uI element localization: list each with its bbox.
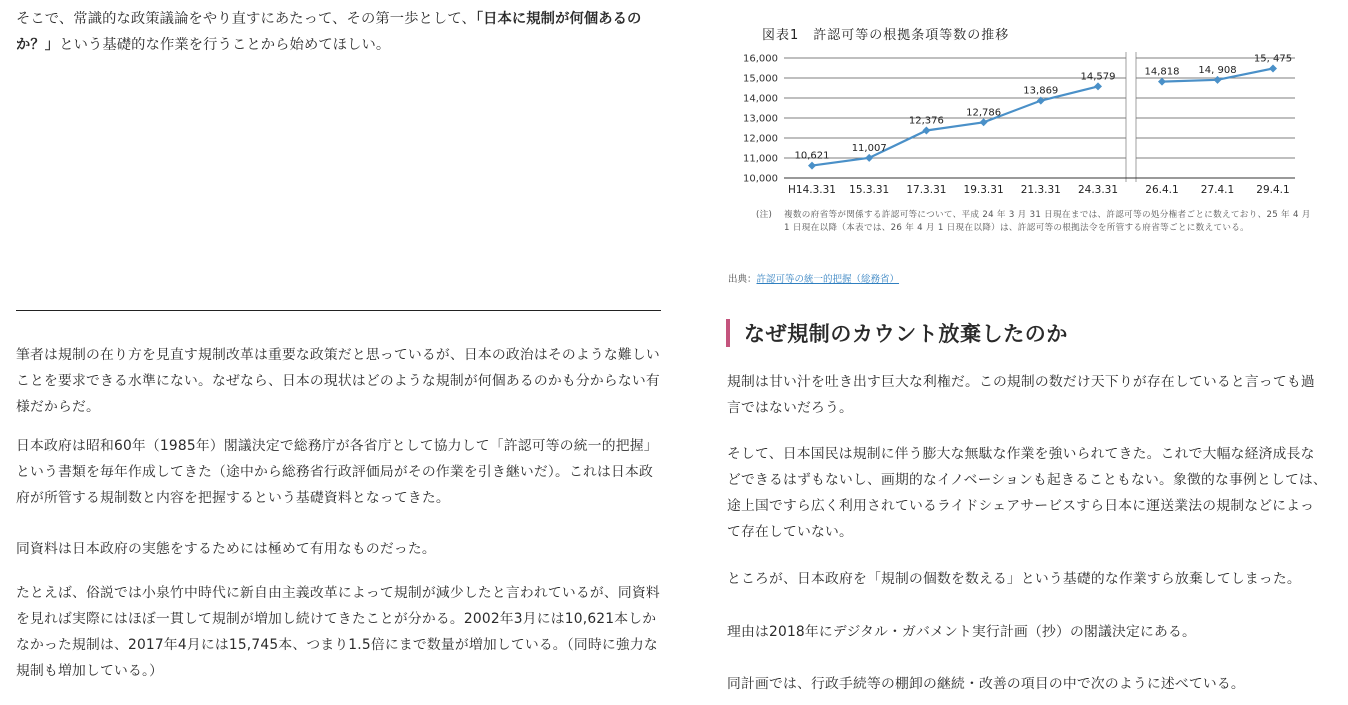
data-point bbox=[1158, 78, 1166, 86]
source-label: 出典： bbox=[728, 274, 757, 285]
left-paragraph: たとえば、俗説では小泉竹中時代に新自由主義改革によって規制が減少したと言われているが、同資料を見れば実際にはほぼ一貫して規制が増加し続けてきたことが分かる。2002年3月には10,621本しかなかった規制は、2017年4月には15,745本、つまり1.5倍にまで数量が増加している。（同時に強力な規制も増加している。） bbox=[16, 585, 660, 679]
data-label: 13,869 bbox=[1023, 85, 1059, 97]
data-label: 12,786 bbox=[966, 107, 1002, 119]
data-point bbox=[808, 162, 816, 170]
y-tick-label: 15,000 bbox=[743, 73, 778, 85]
source-link[interactable]: 許認可等の統一的把握（総務省） bbox=[756, 274, 900, 285]
chart-note-label: (注) bbox=[756, 210, 773, 220]
section-heading bbox=[726, 318, 1068, 348]
data-point bbox=[1094, 82, 1102, 90]
y-tick-label: 16,000 bbox=[743, 53, 778, 65]
data-label: 10,621 bbox=[794, 150, 830, 162]
section-divider bbox=[16, 310, 661, 311]
section-heading-text: なぜ規制のカウント放棄したのか bbox=[744, 322, 1068, 346]
intro-paragraph bbox=[16, 6, 661, 58]
right-paragraph: そして、日本国民は規制に伴う膨大な無駄な作業を強いられてきた。これで大幅な経済成長などできるはずもないし、画期的なイノベーションも起きることもない。象徴的な事例としては、途上国ですら広く利用されているライドシェアサービスすら日本に運送業法の規制などによって存在していない。 bbox=[727, 446, 1327, 540]
intro-text: そこで、常識的な政策議論をやり直すにあたって、その第一歩として、 bbox=[16, 11, 476, 27]
y-tick-label: 12,000 bbox=[743, 133, 778, 145]
data-label: 14,818 bbox=[1144, 66, 1180, 78]
data-point bbox=[922, 126, 930, 134]
left-paragraph: 同資料は日本政府の実態をするためには極めて有用なものだった。 bbox=[16, 541, 436, 557]
right-paragraph: 規制は甘い汁を吐き出す巨大な利権だ。この規制の数だけ天下りが存在していると言っても過言ではないだろう。 bbox=[727, 374, 1315, 416]
x-tick-label: 24.3.31 bbox=[1077, 184, 1119, 196]
data-point bbox=[1214, 76, 1222, 84]
data-label: 14, 908 bbox=[1198, 64, 1237, 76]
x-tick-label: 27.4.1 bbox=[1200, 184, 1235, 196]
y-tick-label: 10,000 bbox=[743, 173, 778, 185]
right-paragraph: 理由は2018年にデジタル・ガバメント実行計画（抄）の閣議決定にある。 bbox=[727, 624, 1196, 640]
left-column bbox=[0, 0, 672, 705]
source-line bbox=[728, 271, 899, 285]
x-tick-label: 26.4.1 bbox=[1145, 184, 1179, 196]
data-label: 12,376 bbox=[908, 115, 944, 127]
x-tick-label: 17.3.31 bbox=[906, 184, 947, 196]
heading-accent-bar bbox=[726, 319, 730, 347]
intro-tail: という基礎的な作業を行うことから始めてほしい。 bbox=[59, 37, 391, 53]
chart-note bbox=[756, 209, 1316, 235]
data-label: 11,007 bbox=[851, 142, 887, 154]
x-tick-label: 21.3.31 bbox=[1020, 184, 1061, 196]
line-chart bbox=[720, 44, 1320, 212]
data-point bbox=[980, 118, 988, 126]
data-point bbox=[1269, 65, 1277, 73]
right-paragraph: ところが、日本政府を「規制の個数を数える」という基礎的な作業すら放棄してしまった。 bbox=[727, 571, 1301, 587]
x-tick-label: 19.3.31 bbox=[963, 184, 1004, 196]
chart-title: 図表1 許認可等の根拠条項等数の推移 bbox=[762, 28, 1010, 43]
y-tick-label: 11,000 bbox=[743, 153, 778, 165]
left-paragraph: 日本政府は昭和60年（1985年）閣議決定で総務庁が各省庁として協力して「許認可等の統一的把握」という書類を毎年作成してきた（途中から総務省行政評価局がその作業を引き継いだ）。これは日本政府が所管する規制数と内容を把握するという基礎資料となってきた。 bbox=[16, 438, 658, 506]
data-label: 14,579 bbox=[1080, 71, 1116, 83]
y-tick-label: 14,000 bbox=[743, 93, 778, 105]
x-tick-label: 29.4.1 bbox=[1256, 184, 1290, 196]
x-tick-label: H14.3.31 bbox=[788, 184, 836, 196]
left-paragraph: 筆者は規制の在り方を見直す規制改革は重要な政策だと思っているが、日本の政治はそのような難しいことを要求できる水準にない。なぜなら、日本の現状はどのような規制が何個あるのかも分からない有様だからだ。 bbox=[16, 347, 660, 415]
y-tick-label: 13,000 bbox=[743, 113, 778, 125]
data-label: 15, 475 bbox=[1253, 53, 1293, 65]
x-tick-label: 15.3.31 bbox=[849, 184, 890, 196]
data-point bbox=[865, 154, 873, 162]
chart-note-body: 複数の府省等が関係する許認可等について、平成 24 年 3 月 31 日現在までは、許認可等の処分権者ごとに数えており、25 年 4 月 1 日現在以降（本表では、26 年 4 月 1 日現在以降）は、許認可等の根拠法令を所管する府省等ごとに数えている。 bbox=[784, 210, 1311, 233]
right-paragraph: 同計画では、行政手続等の棚卸の継続・改善の項目の中で次のように述べている。 bbox=[727, 676, 1245, 692]
right-column bbox=[690, 0, 1348, 705]
intro-emphasis: 「日本に規制が何個あるのか？」 bbox=[16, 11, 642, 53]
